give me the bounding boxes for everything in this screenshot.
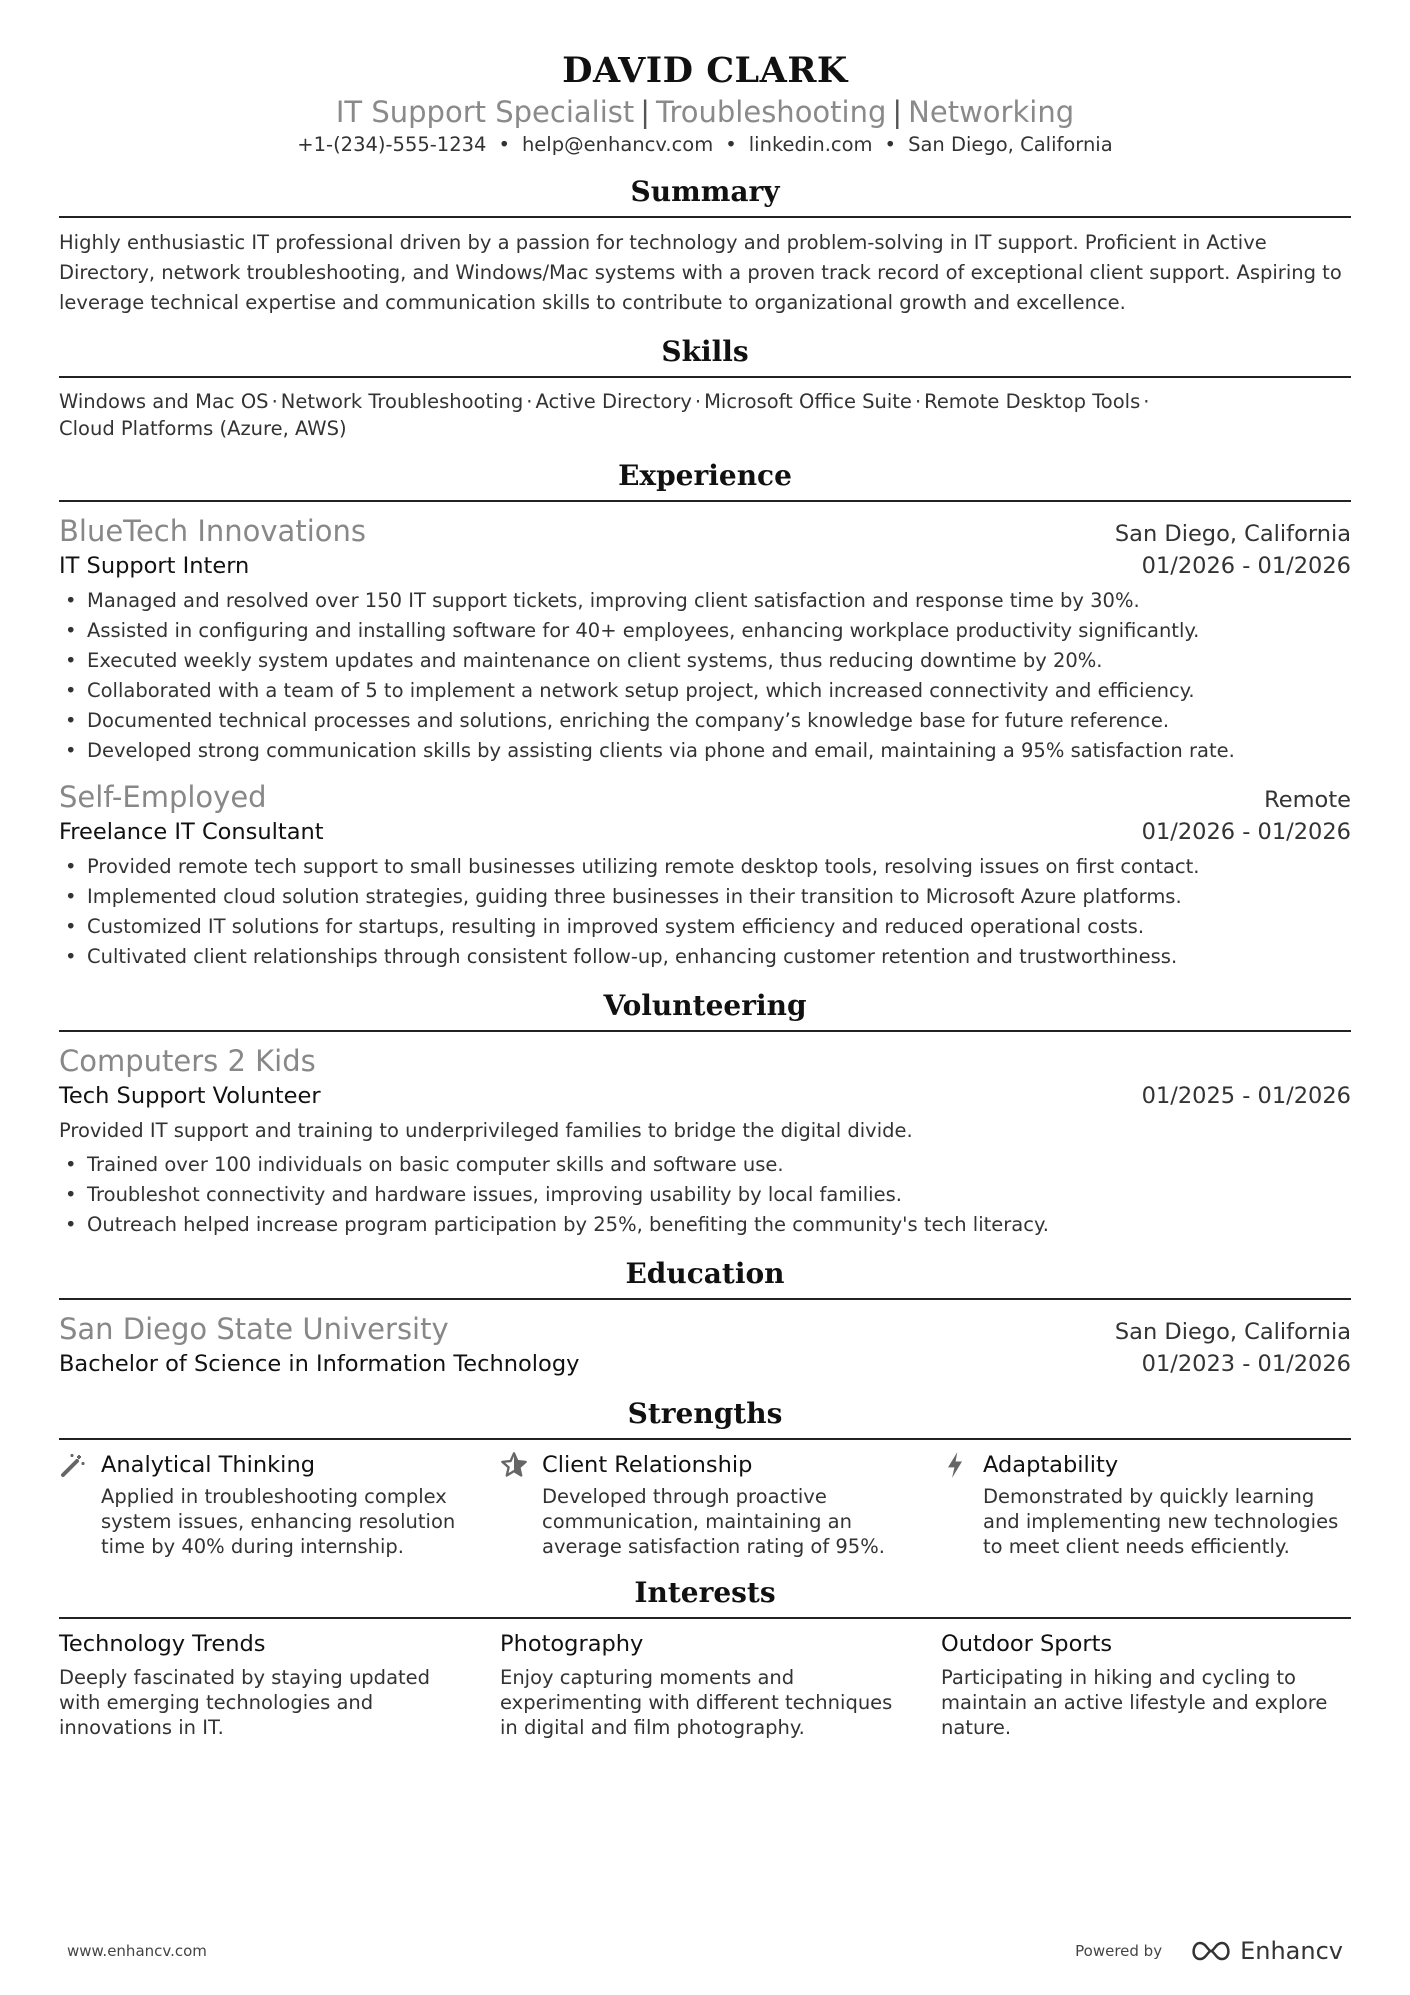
contact-separator: • [725, 133, 737, 156]
section-title: Experience [618, 459, 792, 492]
page-footer [67, 1937, 1343, 1965]
star-icon [500, 1451, 528, 1479]
skill-item: Remote Desktop Tools [924, 390, 1141, 413]
interest-description: Participating in hiking and cycling to maintain an active lifestyle and explore nature. [941, 1666, 1328, 1739]
education-dates: 01/2023 - 01/2026 [1141, 1351, 1351, 1377]
strength-title: Adaptability [983, 1452, 1119, 1478]
lightning-bolt-icon [941, 1451, 969, 1479]
section-title: Summary [630, 175, 780, 208]
interest-item [500, 1629, 910, 1740]
linkedin-link[interactable]: linkedin.com [748, 133, 873, 156]
footer-branding [1075, 1937, 1343, 1965]
volunteering-section [59, 986, 1351, 1240]
interests-section [59, 1573, 1351, 1740]
achievement-item: • Provided remote tech support to small businesses utilizing remote desktop tools, resolving issues on first contact. [59, 852, 1351, 882]
interest-title: Photography [500, 1631, 644, 1657]
volunteer-role: Tech Support Volunteer [59, 1083, 321, 1109]
contact-separator: • [498, 133, 510, 156]
strength-title: Client Relationship [542, 1452, 753, 1478]
achievement-item: • Troubleshot connectivity and hardware issues, improving usability by local families. [59, 1180, 1351, 1210]
skill-item: Windows and Mac OS [59, 390, 269, 413]
section-divider [59, 376, 1351, 378]
location: San Diego, California [908, 133, 1113, 156]
skill-item: Cloud Platforms (Azure, AWS) [59, 417, 347, 440]
achievement-item: • Collaborated with a team of 5 to implement a network setup project, which increased connectivity and efficiency. [59, 676, 1351, 706]
achievement-item: • Developed strong communication skills by assisting clients via phone and email, maintaining a 95% satisfaction rate. [59, 736, 1351, 766]
section-divider [59, 500, 1351, 502]
school-location: San Diego, California [1114, 1319, 1351, 1345]
strength-item [941, 1450, 1351, 1559]
job-dates: 01/2026 - 01/2026 [1141, 553, 1351, 579]
achievement-item: • Assisted in configuring and installing software for 40+ employees, enhancing workplace productivity significantly. [59, 616, 1351, 646]
strength-title: Analytical Thinking [101, 1452, 315, 1478]
section-title: Skills [661, 335, 749, 368]
section-title: Interests [634, 1576, 776, 1609]
section-title: Volunteering [603, 989, 807, 1022]
skill-separator: · [271, 390, 278, 413]
headline [59, 94, 1351, 130]
achievement-item: • Executed weekly system updates and maintenance on client systems, thus reducing downtime by 20%. [59, 646, 1351, 676]
headline-separator: | [892, 95, 903, 129]
education-section [59, 1254, 1351, 1380]
volunteer-dates: 01/2025 - 01/2026 [1141, 1083, 1351, 1109]
company-name: BlueTech Innovations [59, 514, 366, 548]
achievement-list [59, 586, 1351, 766]
skill-separator: · [1143, 390, 1150, 413]
interest-item [59, 1629, 469, 1740]
job-location: Remote [1264, 787, 1351, 813]
section-divider [59, 1438, 1351, 1440]
experience-entry [59, 512, 1351, 766]
headline-separator: | [640, 95, 651, 129]
achievement-list [59, 1150, 1351, 1240]
interest-title: Outdoor Sports [941, 1631, 1113, 1657]
company-name: Self-Employed [59, 780, 267, 814]
strengths-grid [59, 1450, 1351, 1559]
interest-title: Technology Trends [59, 1631, 266, 1657]
email-link[interactable]: help@enhancv.com [521, 133, 714, 156]
section-divider [59, 216, 1351, 218]
interest-description: Deeply fascinated by staying updated with emerging technologies and innovations in IT. [59, 1666, 431, 1739]
headline-item: Troubleshooting [656, 95, 887, 129]
headline-item: Networking [908, 95, 1075, 129]
candidate-name: DAVID CLARK [562, 50, 848, 91]
section-title: Education [625, 1257, 785, 1290]
phone[interactable]: +1-(234)-555-1234 [297, 133, 487, 156]
contact-separator: • [884, 133, 897, 156]
section-title: Strengths [627, 1397, 783, 1430]
headline-item: IT Support Specialist [335, 95, 635, 129]
degree: Bachelor of Science in Information Technology [59, 1351, 580, 1377]
achievement-item: • Documented technical processes and solutions, enriching the company’s knowledge base for future reference. [59, 706, 1351, 736]
strength-item [59, 1450, 469, 1559]
skill-item: Network Troubleshooting [280, 390, 524, 413]
organization-name: Computers 2 Kids [59, 1044, 316, 1078]
skill-separator: · [914, 390, 922, 413]
job-location: San Diego, California [1114, 521, 1351, 547]
volunteering-entry [59, 1042, 1351, 1240]
achievement-item: • Trained over 100 individuals on basic computer skills and software use. [59, 1150, 1351, 1180]
summary-section [59, 172, 1351, 318]
resume-header [59, 50, 1351, 158]
school-name: San Diego State University [59, 1312, 449, 1346]
job-title: Freelance IT Consultant [59, 819, 324, 845]
experience-entry [59, 778, 1351, 972]
achievement-item: • Outreach helped increase program participation by 25%, benefiting the community's tech literacy. [59, 1210, 1351, 1240]
brand-name: Enhancv [1240, 1937, 1343, 1965]
strength-description: Demonstrated by quickly learning and implementing new technologies to meet client needs efficiently. [983, 1485, 1339, 1558]
summary-text: Highly enthusiastic IT professional driven by a passion for technology and problem-solving in IT support. Proficient in Active Directory, network troubleshooting, and Windows/Mac systems with a proven track record of exceptional client support. Aspiring to leverage technical expertise and communication skills to contribute to organizational growth and excellence. [59, 231, 1342, 314]
experience-section [59, 456, 1351, 972]
education-entry [59, 1310, 1351, 1380]
job-title: IT Support Intern [59, 553, 250, 579]
volunteer-description: Provided IT support and training to underprivileged families to bridge the digital divide. [59, 1119, 913, 1142]
contact-info [59, 132, 1351, 158]
achievement-item: • Customized IT solutions for startups, resulting in improved system efficiency and reduced operational costs. [59, 912, 1351, 942]
achievement-item: • Implemented cloud solution strategies, guiding three businesses in their transition to Microsoft Azure platforms. [59, 882, 1351, 912]
interest-item [941, 1629, 1351, 1740]
section-divider [59, 1617, 1351, 1619]
magic-wand-icon [59, 1451, 87, 1479]
job-dates: 01/2026 - 01/2026 [1141, 819, 1351, 845]
skill-item: Microsoft Office Suite [704, 390, 912, 413]
achievement-list [59, 852, 1351, 972]
skill-separator: · [694, 390, 702, 413]
strength-description: Applied in troubleshooting complex system issues, enhancing resolution time by 40% during internship. [101, 1485, 456, 1558]
skills-section [59, 332, 1351, 442]
achievement-item: • Managed and resolved over 150 IT support tickets, improving client satisfaction and response time by 30%. [59, 586, 1351, 616]
skill-item: Active Directory [535, 390, 692, 413]
footer-url-link[interactable]: www.enhancv.com [67, 1942, 207, 1960]
skill-separator: · [526, 390, 533, 413]
strength-description: Developed through proactive communication, maintaining an average satisfaction rating of 95%. [542, 1485, 885, 1558]
powered-by-label: Powered by [1075, 1942, 1163, 1960]
brand-logo[interactable] [1188, 1937, 1343, 1965]
infinity-logo-icon [1188, 1939, 1234, 1963]
interests-grid [59, 1629, 1351, 1740]
achievement-item: • Cultivated client relationships through consistent follow-up, enhancing customer retention and trustworthiness. [59, 942, 1351, 972]
strength-item [500, 1450, 910, 1559]
interest-description: Enjoy capturing moments and experimenting with different techniques in digital and film photography. [500, 1666, 893, 1739]
section-divider [59, 1298, 1351, 1300]
section-divider [59, 1030, 1351, 1032]
strengths-section [59, 1394, 1351, 1559]
skills-list [59, 388, 1351, 442]
